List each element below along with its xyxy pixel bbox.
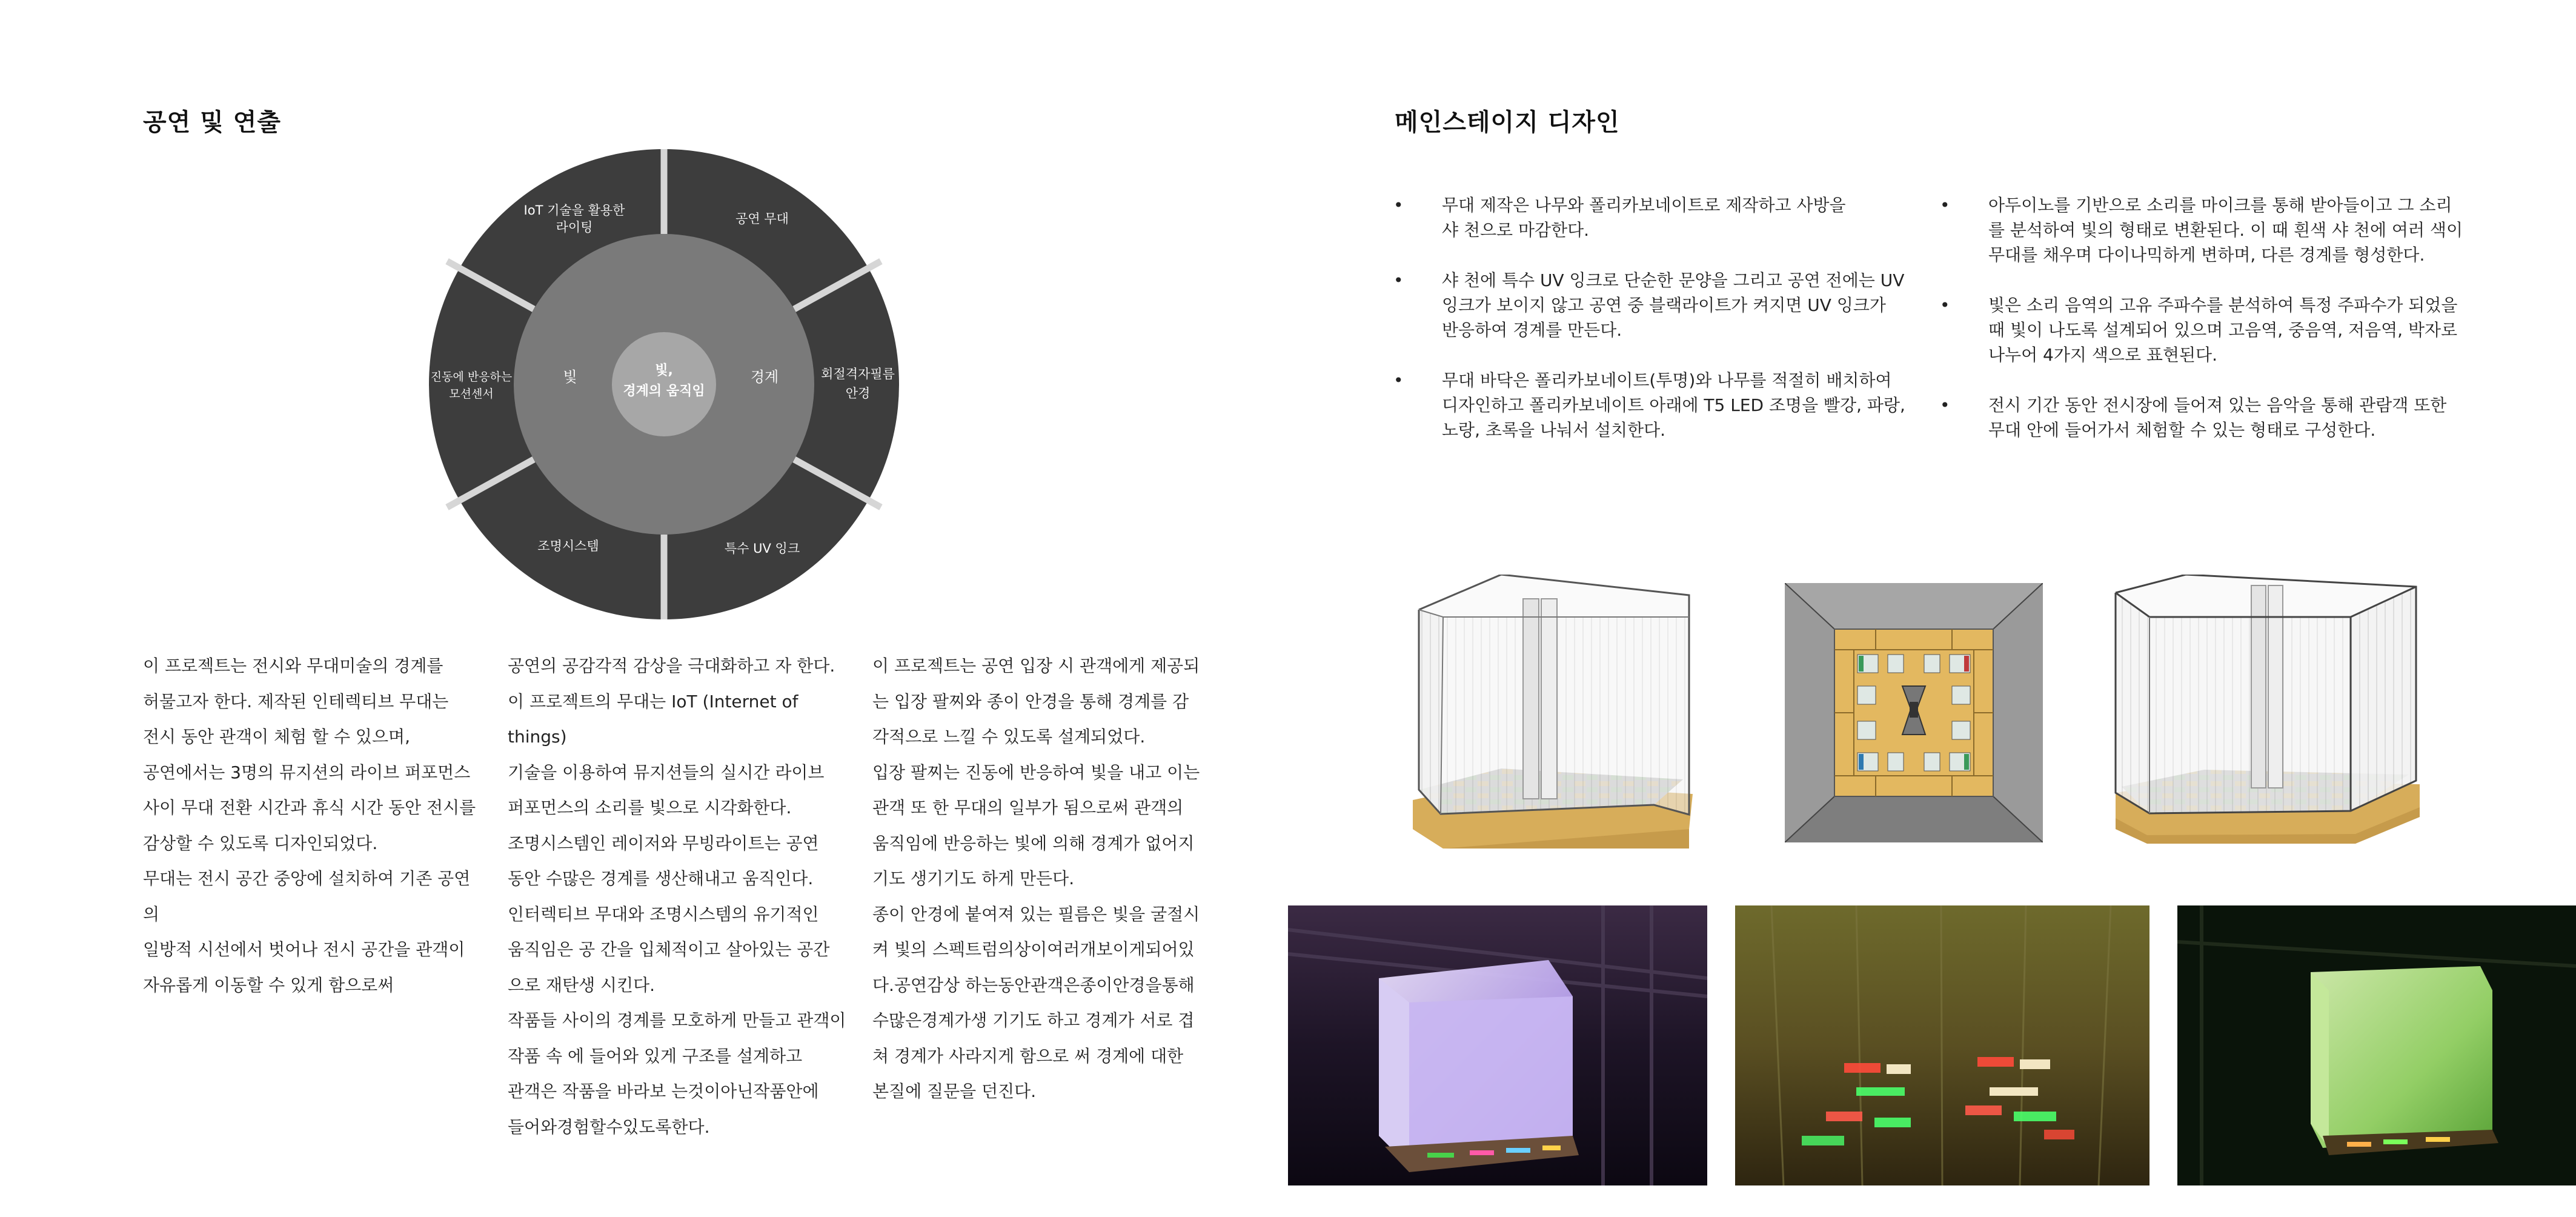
bullet-marker: • (1393, 195, 1404, 215)
bullet-text: 무대 제작은 나무와 폴리카보네이트로 제작하고 사방을 샤 천으로 마감한다. (1442, 195, 1846, 240)
concept-diagram (429, 149, 899, 619)
bullet-list-left (1393, 193, 1927, 442)
body-column-1: 이 프로젝트는 전시와 무대미술의 경계를 허물고자 한다. 제작된 인테렉티브 무대는 전시 동안 관객이 체험 할 수 있으며, 공연에서는 3명의 뮤지션의 라이브 퍼포먼스 사이 무대 전환 시간과 휴식 시간 동안 전시를 감상할 수 있도록 디자인되었다. 무대는 전시 공간 중앙에 설치하여 기존 공연의 일방적 시선에서 벗어나 전시 공간을 관객이 자유롭게 이동할 수 있게 함으로써 (143, 656, 476, 995)
segment-iot-line1: IoT 기술을 활용한 (523, 203, 625, 218)
segment-motion-sensor-line2: 모션센서 (449, 387, 494, 401)
inner-label-light: 빛 (563, 368, 577, 385)
bullet-marker: • (1940, 195, 1950, 215)
bullet-list-right (1940, 193, 2497, 442)
stage-render-perspective-right (2113, 575, 2423, 846)
bullet-item (1940, 393, 2497, 442)
segment-iot-line2: 라이팅 (556, 220, 593, 235)
bullet-marker: • (1940, 295, 1950, 315)
segment-lighting-system: 조명시스템 (537, 539, 599, 553)
segment-film-line1: 회절격자필름 (821, 367, 895, 381)
inner-label-boundary: 경계 (750, 368, 779, 385)
bullet-item (1940, 293, 2497, 367)
bullet-marker: • (1940, 395, 1950, 415)
photo-stage-green (2177, 905, 2576, 1185)
section-title-performance: 공연 및 연출 (143, 108, 282, 136)
body-column-2: 공연의 공감각적 감상을 극대화하고 자 한다. 이 프로젝트의 무대는 IoT (Internet of things) 기술을 이용하여 뮤지션들의 실시간 라이브 퍼포먼스의 소리를 빛으로 시각화한다. 조명시스템인 레이저와 무빙라이트는 공연 동안 수많은 경계를 생산해내고 움직인다. 인터렉티브 무대와 조명시스템의 유기적인 움직임은 공 간을 입체적이고 살아있는 공간 으로 재탄생 시킨다. 작품들 사이의 경계를 모호하게 만들고 관객이 작품 속 에 들어와 있게 구조를 설계하고 관객은 작품을 바라보 는것이아닌작품안에 들어와경험할수있도록한다. (508, 656, 846, 1137)
section-title-main-stage: 메인스테이지 디자인 (1395, 108, 1620, 136)
photo-stage-purple (1288, 905, 1707, 1185)
segment-uv-ink: 특수 UV 잉크 (724, 541, 800, 556)
bullet-text: 무대 바닥은 폴리카보네이트(투명)와 나무를 적절히 배치하여 디자인하고 폴리카보네이트 아래에 T5 LED 조명을 빨강, 파랑, 노랑, 초록을 나눠서 설치한다. (1442, 370, 1905, 440)
segment-film-line2: 안경 (845, 386, 871, 401)
bullet-item (1940, 193, 2497, 267)
bullet-text: 전시 기간 동안 전시장에 들어져 있는 음악을 통해 관람객 또한 무대 안에 들어가서 체험할 수 있는 형태로 구성한다. (1988, 395, 2447, 440)
bullet-text: 빛은 소리 음역의 고유 주파수를 분석하여 특정 주파수가 되었을 때 빛이 나도록 설계되어 있으며 고음역, 중음역, 저음역, 박자로 나누어 4가지 색으로 표현된다. (1988, 295, 2458, 365)
segment-motion-sensor-line1: 진동에 반응하는 (430, 370, 513, 384)
bullet-marker: • (1393, 270, 1404, 290)
bullet-item (1393, 268, 1927, 342)
photo-stage-floor-lights (1735, 905, 2149, 1185)
bullet-marker: • (1393, 370, 1404, 390)
body-column-3: 이 프로젝트는 공연 입장 시 관객에게 제공되 는 입장 팔찌와 종이 안경을 통해 경계를 감 각적으로 느낄 수 있도록 설계되었다. 입장 팔찌는 진동에 반응하여 빛을 내고 이는 관객 또 한 무대의 일부가 됨으로써 관객의 움직임에 반응하는 빛에 의해 경계가 없어지 기도 생기기도 하게 만든다. 종이 안경에 붙여져 있는 필름은 빛을 굴절시 켜 빛의 스펙트럼의상이여러개보이게되어있 다.공연감상 하는동안관객은종이안경을통해 수많은경계가생 기기도 하고 경계가 서로 겹 쳐 경계가 사라지게 함으로 써 경계에 대한 본질에 질문을 던진다. (872, 656, 1200, 1101)
segment-stage: 공연 무대 (735, 212, 789, 226)
bullet-item (1393, 193, 1927, 242)
center-label-line2: 경계의 움직임 (623, 384, 705, 399)
stage-render-perspective-left (1404, 575, 1694, 850)
bullet-item (1393, 368, 1927, 442)
stage-render-top-view (1785, 583, 2043, 842)
bullet-text: 샤 천에 특수 UV 잉크로 단순한 문양을 그리고 공연 전에는 UV 잉크가 보이지 않고 공연 중 블랙라이트가 켜지면 UV 잉크가 반응하여 경계를 만든다. (1442, 270, 1905, 340)
bullet-text: 아두이노를 기반으로 소리를 마이크를 통해 받아들이고 그 소리 를 분석하여 빛의 형태로 변환된다. 이 때 흰색 샤 천에 여러 색이 무대를 채우며 다이나믹하게 변하며, 다른 경계를 형성한다. (1988, 195, 2463, 265)
center-label-line1: 빛, (655, 363, 673, 378)
